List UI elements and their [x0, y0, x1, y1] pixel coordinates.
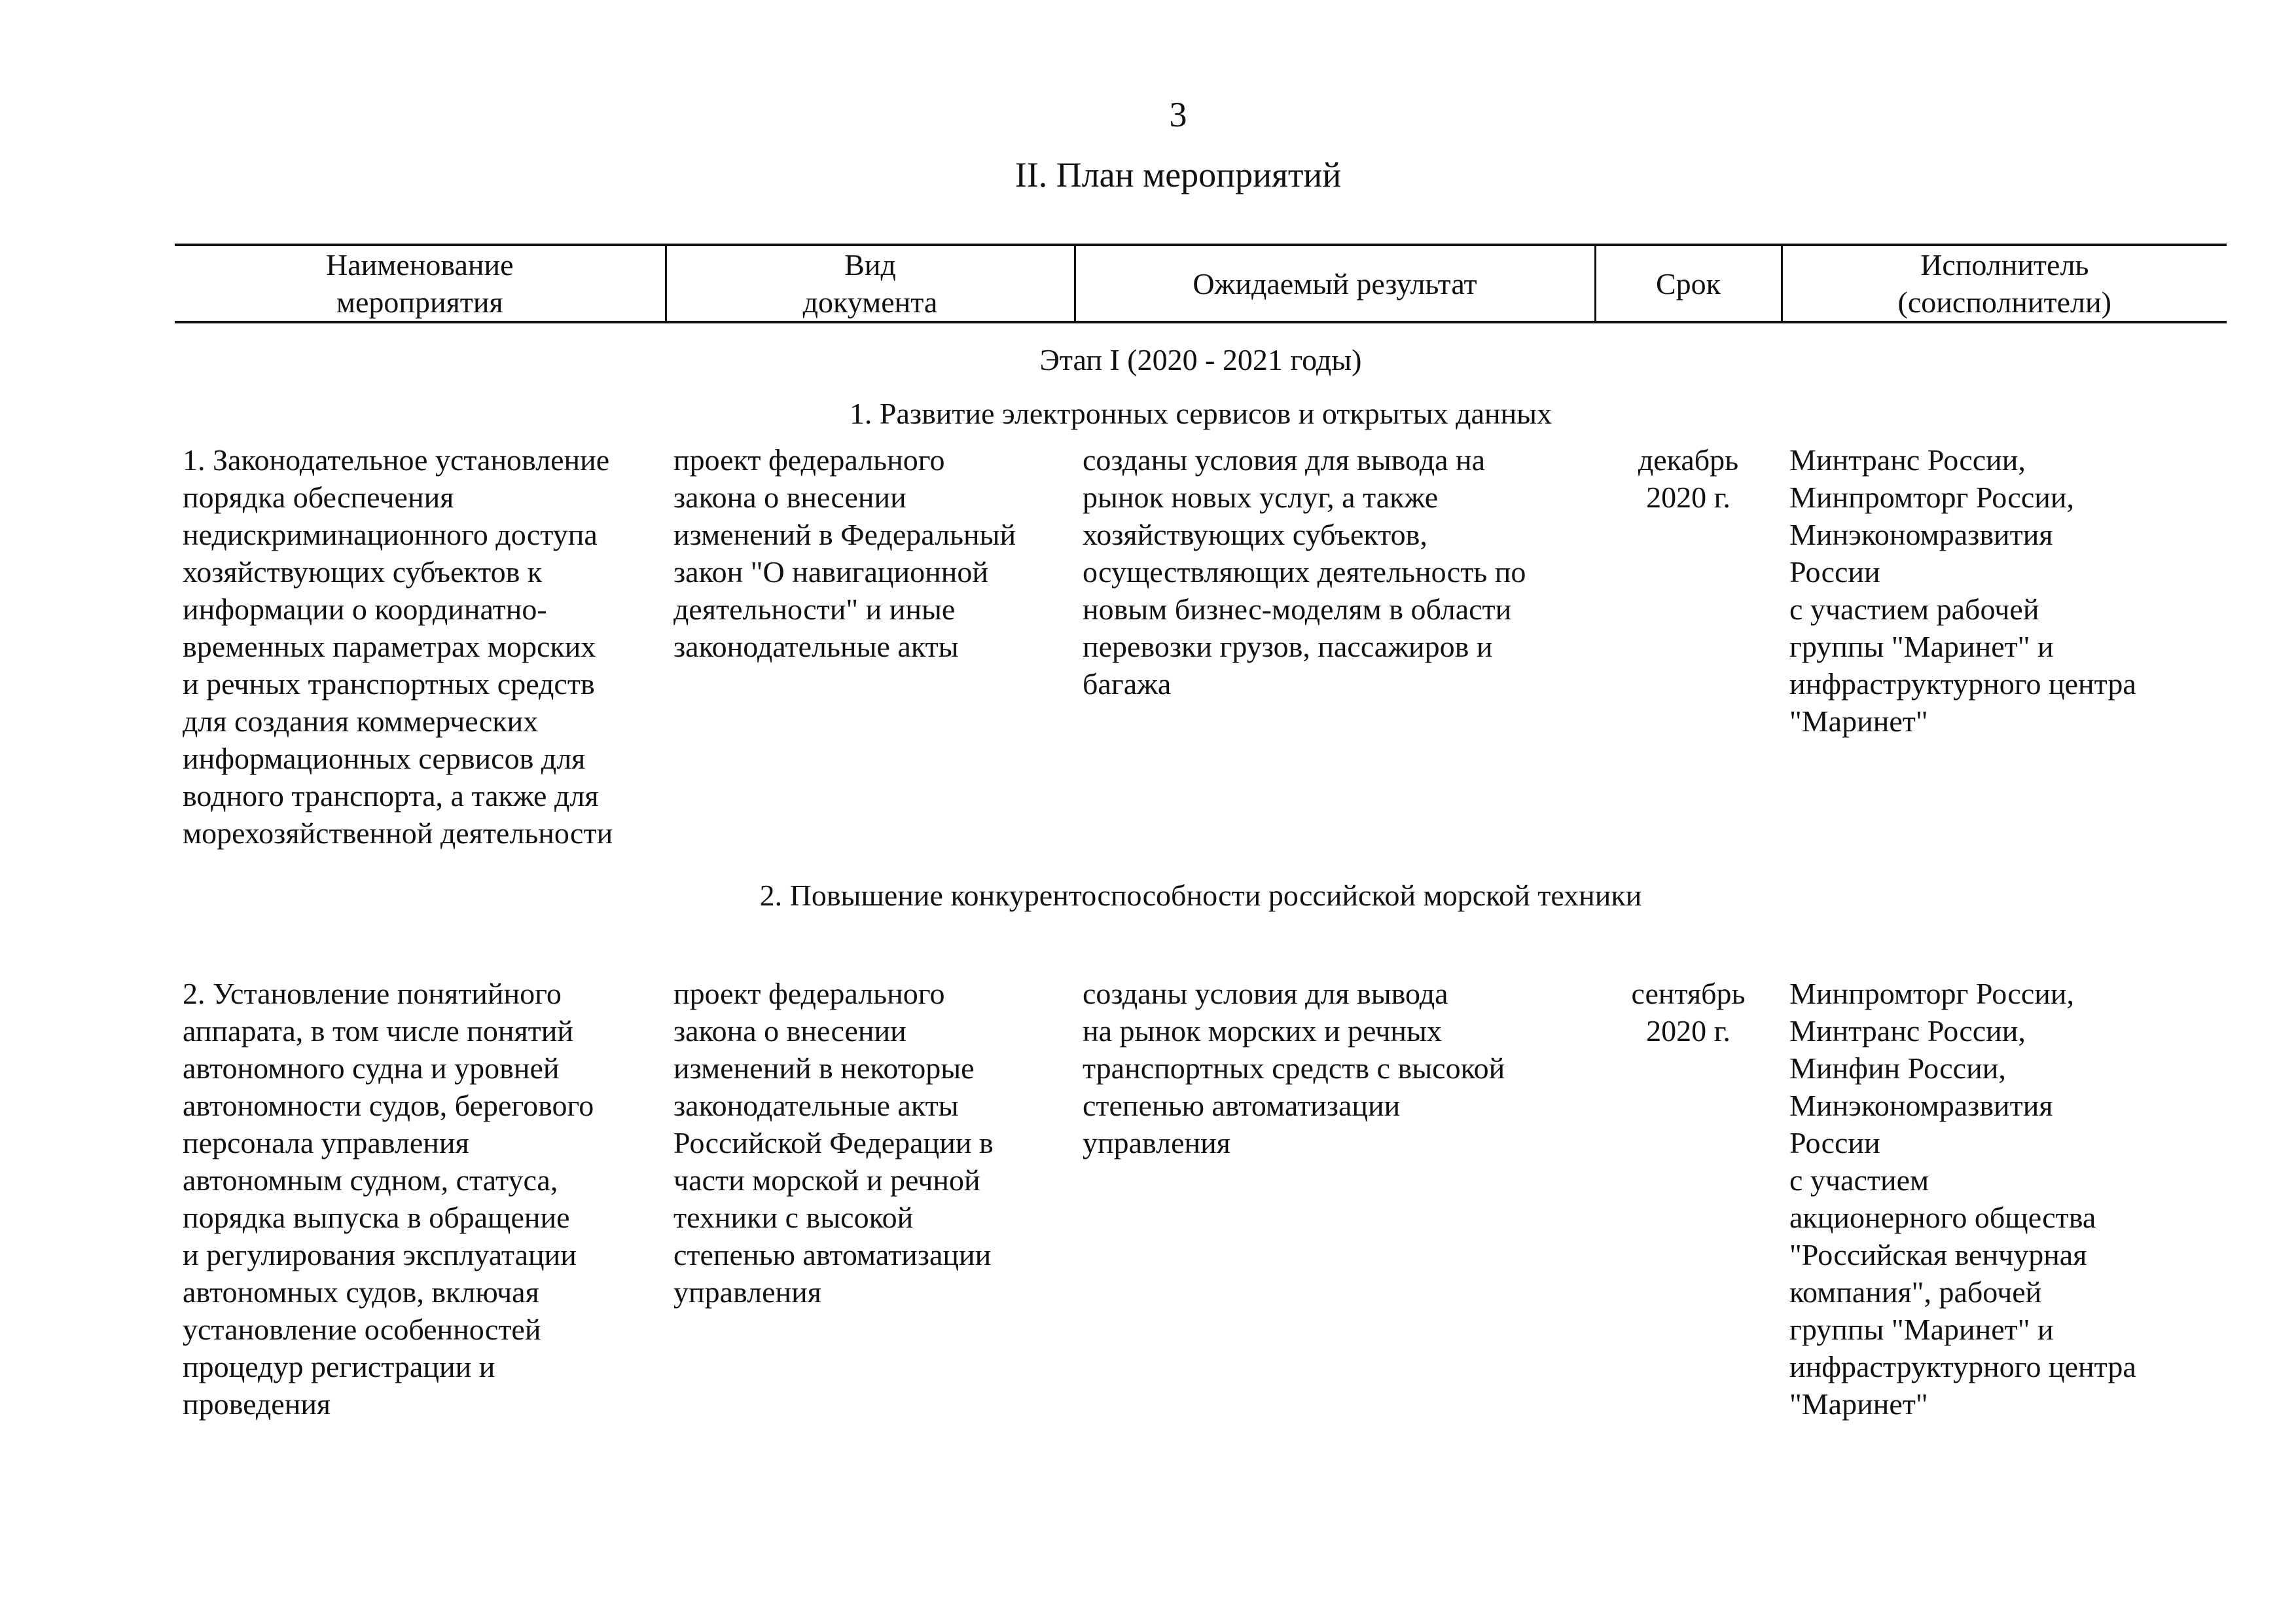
text-line: Минэкономразвития	[1789, 1089, 2053, 1122]
cell-document-type	[666, 441, 1075, 852]
text-line: Российской Федерации в	[673, 1126, 994, 1159]
spacer-row	[175, 432, 2227, 441]
text-line: "Маринет"	[1789, 704, 1928, 738]
text-line: автономного судна и уровней	[183, 1051, 560, 1085]
text-line: деятельности" и иные	[673, 593, 956, 626]
text-line: инфраструктурного центра	[1789, 667, 2136, 701]
text-line: персонала управления	[183, 1126, 469, 1159]
text-line: информации о координатно-	[183, 593, 547, 626]
text-line: проект федерального	[673, 977, 945, 1010]
text-line: информационных сервисов для	[183, 742, 586, 775]
text-line: автономности судов, берегового	[183, 1089, 594, 1122]
header-line: мероприятия	[336, 285, 503, 319]
text-line: проведения	[183, 1387, 331, 1421]
text-line: 2020 г.	[1646, 481, 1731, 514]
text-line: 2. Установление понятийного	[183, 977, 562, 1010]
text-line: установление особенностей	[183, 1313, 541, 1346]
cell-term	[1595, 975, 1782, 1423]
text-line: на рынок морских и речных	[1083, 1014, 1442, 1048]
text-line: Минэкономразвития	[1789, 518, 2053, 551]
stage-heading: Этап I (2020 - 2021 годы)	[1039, 343, 1362, 376]
text-line: рынок новых услуг, а также	[1083, 481, 1439, 514]
text-line: декабрь	[1638, 443, 1739, 477]
text-line: Минпромторг России,	[1789, 977, 2075, 1010]
text-line: созданы условия для вывода	[1083, 977, 1448, 1010]
column-header-executor	[1782, 245, 2227, 322]
text-line: с участием	[1789, 1163, 1929, 1197]
header-line: (соисполнители)	[1897, 285, 2111, 319]
cell-expected-result	[1075, 441, 1595, 852]
text-line: "Маринет"	[1789, 1387, 1928, 1421]
text-line: Минпромторг России,	[1789, 481, 2075, 514]
text-line: недискриминационного доступа	[183, 518, 598, 551]
cell-event-name	[175, 975, 666, 1423]
text-line: закон "О навигационной	[673, 555, 988, 589]
text-line: автономным судном, статуса,	[183, 1163, 558, 1197]
text-line: созданы условия для вывода на	[1083, 443, 1486, 477]
text-line: с участием рабочей	[1789, 593, 2039, 626]
subsection-heading-row	[175, 378, 2227, 432]
text-line: порядка выпуска в обращение	[183, 1201, 570, 1234]
text-line: степенью автоматизации	[1083, 1089, 1401, 1122]
text-line: изменений в Федеральный	[673, 518, 1016, 551]
text-line: группы "Маринет" и	[1789, 630, 2054, 663]
text-line: компания", рабочей	[1789, 1275, 2042, 1309]
table-row	[175, 975, 2227, 1423]
header-line: Исполнитель	[1920, 248, 2089, 282]
text-line: проект федерального	[673, 443, 945, 477]
subsection-heading-row	[175, 852, 2227, 914]
column-header-document	[666, 245, 1075, 322]
subsection-heading: 2. Повышение конкурентоспособности российской морской техники	[759, 879, 1642, 912]
text-line: порядка обеспечения	[183, 481, 454, 514]
cell-executor	[1782, 975, 2227, 1423]
text-line: новым бизнес-моделям в области	[1083, 593, 1512, 626]
text-line: "Российская венчурная	[1789, 1238, 2087, 1271]
header-line: Срок	[1655, 266, 1721, 301]
subsection-heading: 1. Развитие электронных сервисов и открытых данных	[849, 397, 1552, 430]
text-line: части морской и речной	[673, 1163, 980, 1197]
cell-term	[1595, 441, 1782, 852]
cell-document-type	[666, 975, 1075, 1423]
text-line: инфраструктурного центра	[1789, 1350, 2136, 1383]
page-number: 3	[1169, 95, 1187, 134]
table-header-row	[175, 245, 2227, 322]
text-line: автономных судов, включая	[183, 1275, 539, 1309]
text-line: России	[1789, 555, 1880, 589]
table-row	[175, 441, 2227, 852]
text-line: хозяйствующих субъектов к	[183, 555, 543, 589]
plan-table	[175, 244, 2227, 1423]
text-line: и регулирования эксплуатации	[183, 1238, 577, 1271]
text-line: степенью автоматизации	[673, 1238, 992, 1271]
column-header-name	[175, 245, 666, 322]
text-line: закона о внесении	[673, 481, 906, 514]
section-title: II. План мероприятий	[1014, 155, 1342, 194]
text-line: и речных транспортных средств	[183, 667, 595, 701]
column-header-term	[1595, 245, 1782, 322]
header-line: Вид	[844, 248, 896, 282]
text-line: техники с высокой	[673, 1201, 914, 1234]
text-line: акционерного общества	[1789, 1201, 2096, 1234]
text-line: закона о внесении	[673, 1014, 906, 1048]
column-header-result	[1075, 245, 1595, 322]
spacer-row	[175, 914, 2227, 975]
header-line: Ожидаемый результат	[1193, 266, 1477, 301]
text-line: временных параметрах морских	[183, 630, 596, 663]
text-line: 1. Законодательное установление	[183, 443, 610, 477]
text-line: морехозяйственной деятельности	[183, 816, 613, 850]
text-line: управления	[1083, 1126, 1230, 1159]
text-line: управления	[673, 1275, 821, 1309]
cell-expected-result	[1075, 975, 1595, 1423]
text-line: для создания коммерческих	[183, 704, 539, 738]
text-line: багажа	[1083, 667, 1172, 701]
text-line: процедур регистрации и	[183, 1350, 495, 1383]
stage-heading-row	[175, 322, 2227, 378]
text-line: хозяйствующих субъектов,	[1083, 518, 1427, 551]
header-line: документа	[802, 285, 938, 319]
text-line: группы "Маринет" и	[1789, 1313, 2054, 1346]
text-line: Минтранс России,	[1789, 443, 2026, 477]
text-line: 2020 г.	[1646, 1014, 1731, 1048]
text-line: аппарата, в том числе понятий	[183, 1014, 573, 1048]
text-line: Минтранс России,	[1789, 1014, 2026, 1048]
text-line: перевозки грузов, пассажиров и	[1083, 630, 1493, 663]
text-line: транспортных средств с высокой	[1083, 1051, 1505, 1085]
header-line: Наименование	[325, 248, 514, 282]
text-line: законодательные акты	[673, 630, 959, 663]
text-line: водного транспорта, а также для	[183, 779, 599, 812]
text-line: Минфин России,	[1789, 1051, 2006, 1085]
text-line: сентябрь	[1631, 977, 1746, 1010]
cell-executor	[1782, 441, 2227, 852]
cell-event-name	[175, 441, 666, 852]
text-line: законодательные акты	[673, 1089, 959, 1122]
text-line: изменений в некоторые	[673, 1051, 975, 1085]
text-line: России	[1789, 1126, 1880, 1159]
text-line: осуществляющих деятельность по	[1083, 555, 1526, 589]
